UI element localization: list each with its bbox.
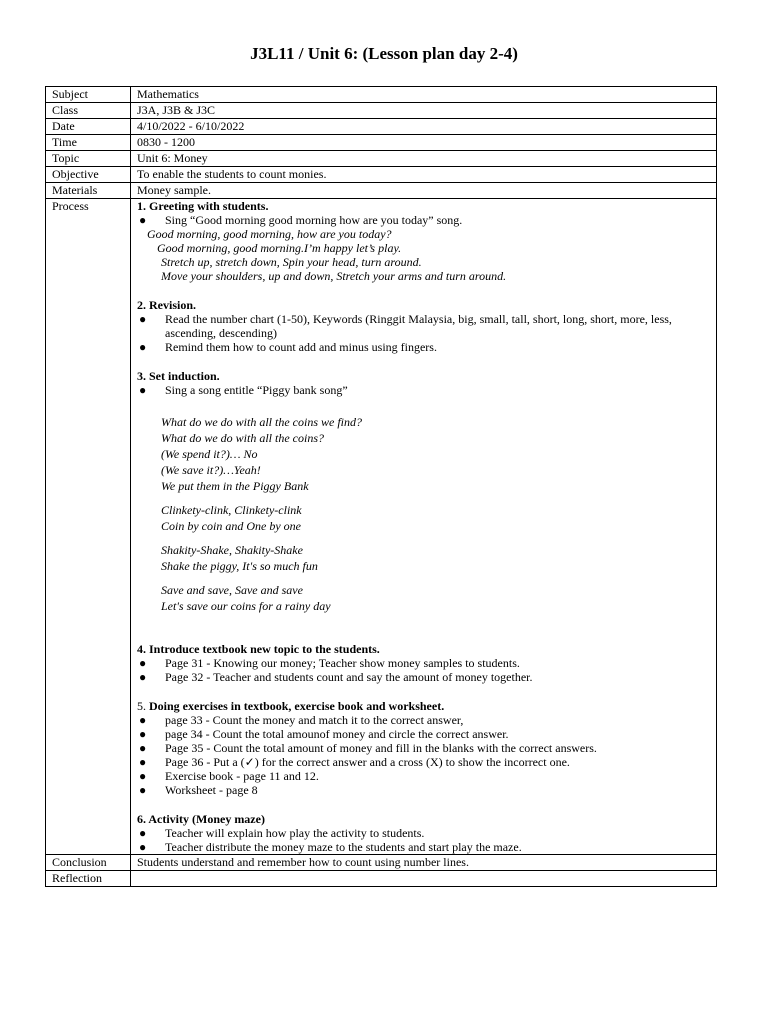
list-item-text: Worksheet - page 8 — [165, 783, 258, 797]
table-row-conclusion — [46, 855, 717, 871]
section-title: 4. Introduce textbook new topic to the students. — [137, 642, 380, 656]
section-number: 5. — [137, 699, 146, 713]
table-row-topic — [46, 151, 717, 167]
row-label: Date — [46, 119, 131, 135]
section-title-text: Doing exercises in textbook, exercise book and worksheet. — [149, 699, 445, 713]
list-item-text: Sing a song entitle “Piggy bank song” — [165, 383, 348, 397]
row-value: Students understand and remember how to count using number lines. — [131, 855, 717, 871]
section-revision — [137, 298, 710, 354]
list-item — [137, 340, 710, 354]
lyric-line: Stretch up, stretch down, Spin your head, turn around. — [161, 255, 422, 269]
table-row-subject — [46, 87, 717, 103]
list-item — [137, 840, 710, 854]
section-title: 1. Greeting with students. — [137, 199, 269, 213]
lyric-line: Good morning, good morning.I’m happy let’s play. — [157, 241, 402, 255]
bullet-icon: ● — [139, 670, 147, 684]
bullet-icon: ● — [139, 340, 147, 354]
lyric-line: Shakity-Shake, Shakity-Shake — [161, 543, 303, 557]
section-set-induction — [137, 369, 710, 642]
section-textbook-intro — [137, 642, 710, 684]
row-label: Conclusion — [46, 855, 131, 871]
list-item-text: Page 35 - Count the total amount of money and fill in the blanks with the correct answers. — [165, 741, 597, 755]
song-stanza — [161, 542, 710, 574]
bullet-icon: ● — [139, 312, 147, 326]
lyric-line: Shake the piggy, It's so much fun — [161, 559, 318, 573]
lyric-line: Move your shoulders, up and down, Stretch your arms and turn around. — [161, 269, 507, 283]
row-value: Money sample. — [131, 183, 717, 199]
lyric-line: What do we do with all the coins? — [161, 431, 324, 445]
list-item-text: Page 32 - Teacher and students count and say the amount of money together. — [165, 670, 533, 684]
song-lyrics — [137, 227, 710, 283]
bullet-icon: ● — [139, 783, 147, 797]
list-item-text: Sing “Good morning good morning how are you today” song. — [165, 213, 463, 227]
list-item — [137, 656, 710, 670]
list-item-text: Page 31 - Knowing our money; Teacher show money samples to students. — [165, 656, 520, 670]
document-title: J3L11 / Unit 6: (Lesson plan day 2-4) — [250, 44, 518, 63]
list-item-text: Page 36 - Put a (✓) for the correct answer and a cross (X) to show the incorrect one. — [165, 755, 570, 769]
bullet-icon: ● — [139, 755, 147, 769]
list-item-text: Exercise book - page 11 and 12. — [165, 769, 319, 783]
row-label: Subject — [46, 87, 131, 103]
lyric-line: Coin by coin and One by one — [161, 519, 301, 533]
row-value: 4/10/2022 - 6/10/2022 — [131, 119, 717, 135]
lesson-plan-table — [45, 86, 717, 887]
table-row-class — [46, 103, 717, 119]
list-item-text: Teacher will explain how play the activity to students. — [165, 826, 425, 840]
list-item-text: page 33 - Count the money and match it to the correct answer, — [165, 713, 464, 727]
bullet-icon: ● — [139, 213, 147, 227]
list-item — [137, 213, 710, 227]
list-item-text: page 34 - Count the total amounof money and circle the correct answer. — [165, 727, 509, 741]
bullet-icon: ● — [139, 383, 147, 397]
piggy-bank-song — [137, 414, 710, 614]
list-item — [137, 312, 710, 340]
section-exercises — [137, 699, 710, 797]
section-title: 2. Revision. — [137, 298, 197, 312]
row-label: Class — [46, 103, 131, 119]
bullet-icon: ● — [139, 741, 147, 755]
bullet-icon: ● — [139, 769, 147, 783]
bullet-icon: ● — [139, 656, 147, 670]
row-label: Reflection — [46, 871, 131, 887]
bullet-icon: ● — [139, 727, 147, 741]
list-item — [137, 383, 710, 397]
list-item-text: Read the number chart (1-50), Keywords (Ringgit Malaysia, big, small, tall, short, long, short, more, less, ascending, descending) — [165, 312, 672, 340]
process-content — [131, 199, 717, 855]
section-title: 3. Set induction. — [137, 369, 220, 383]
row-value: J3A, J3B & J3C — [131, 103, 717, 119]
row-value — [131, 871, 717, 887]
spacer — [137, 614, 710, 642]
section-title: 6. Activity (Money maze) — [137, 812, 265, 826]
bullet-icon: ● — [139, 713, 147, 727]
list-item — [137, 783, 710, 797]
list-item-text: Teacher distribute the money maze to the students and start play the maze. — [165, 840, 522, 854]
list-item — [137, 670, 710, 684]
lyric-line: (We spend it?)… No — [161, 447, 258, 461]
row-value: Mathematics — [131, 87, 717, 103]
song-stanza — [161, 582, 710, 614]
list-item-text: Remind them how to count add and minus using fingers. — [165, 340, 437, 354]
table-row-objective — [46, 167, 717, 183]
row-label: Topic — [46, 151, 131, 167]
table-row-reflection — [46, 871, 717, 887]
lyric-line: Save and save, Save and save — [161, 583, 303, 597]
row-label: Process — [46, 199, 131, 855]
table-row-time — [46, 135, 717, 151]
row-value: Unit 6: Money — [131, 151, 717, 167]
section-activity — [137, 812, 710, 854]
row-value: To enable the students to count monies. — [131, 167, 717, 183]
list-item — [137, 741, 710, 755]
lyric-line: We put them in the Piggy Bank — [161, 479, 309, 493]
lyric-line: What do we do with all the coins we find? — [161, 415, 362, 429]
list-item — [137, 713, 710, 727]
list-item — [137, 755, 710, 769]
row-label: Objective — [46, 167, 131, 183]
list-item — [137, 826, 710, 840]
table-row-process — [46, 199, 717, 855]
lyric-line: Clinkety-clink, Clinkety-clink — [161, 503, 302, 517]
row-label: Time — [46, 135, 131, 151]
bullet-icon: ● — [139, 840, 147, 854]
table-row-date — [46, 119, 717, 135]
row-value: 0830 - 1200 — [131, 135, 717, 151]
list-item — [137, 769, 710, 783]
song-stanza — [161, 502, 710, 534]
section-greeting — [137, 199, 710, 283]
table-row-materials — [46, 183, 717, 199]
section-title — [137, 699, 710, 713]
song-stanza — [161, 414, 710, 494]
lyric-line: (We save it?)…Yeah! — [161, 463, 261, 477]
lyric-line: Let's save our coins for a rainy day — [161, 599, 331, 613]
bullet-icon: ● — [139, 826, 147, 840]
list-item — [137, 727, 710, 741]
lyric-line: Good morning, good morning, how are you today? — [147, 227, 392, 241]
row-label: Materials — [46, 183, 131, 199]
